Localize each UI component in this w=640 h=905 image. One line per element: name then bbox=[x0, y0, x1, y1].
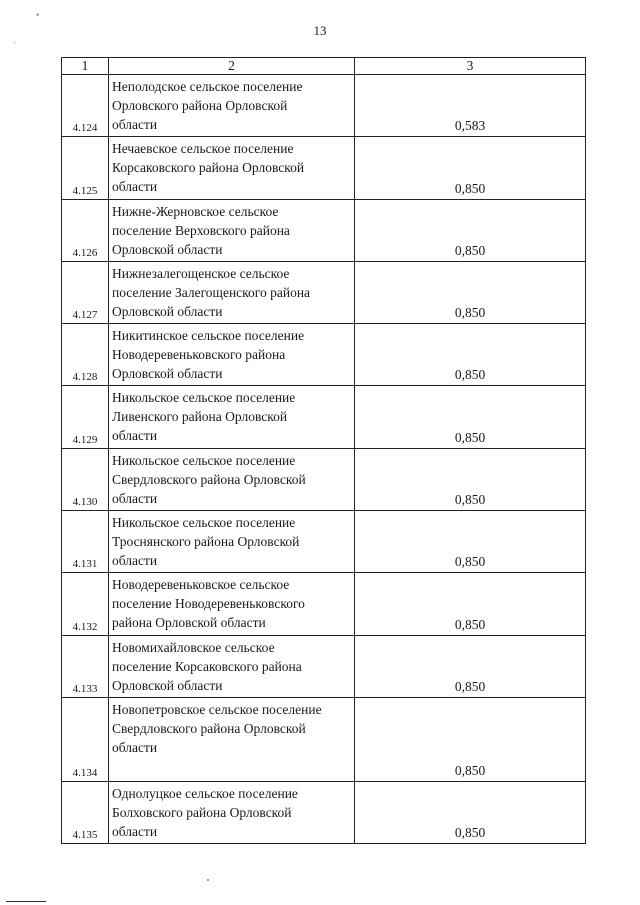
scan-speck bbox=[207, 879, 209, 881]
coefficient-value: 0,850 bbox=[355, 573, 586, 635]
table-row bbox=[62, 448, 586, 510]
table-row bbox=[62, 697, 586, 781]
coefficient-value: 0,850 bbox=[355, 781, 586, 843]
coefficient-value: 0,850 bbox=[355, 137, 586, 199]
table-row bbox=[62, 573, 586, 635]
settlement-name: Нижнезалегощенское сельское поселение Залегощенского района Орловской области bbox=[109, 261, 355, 323]
table-row bbox=[62, 635, 586, 697]
coefficient-value: 0,850 bbox=[355, 697, 586, 781]
header-col-3: 3 bbox=[355, 58, 586, 75]
row-number: 4.128 bbox=[62, 324, 109, 386]
table-header-row bbox=[62, 58, 586, 75]
settlement-name: Новодеревеньковское сельское поселение Новодеревеньковского района Орловской области bbox=[109, 573, 355, 635]
settlement-name: Нижне-Жерновское сельское поселение Верховского района Орловской области bbox=[109, 199, 355, 261]
margin-mark-tick: ' bbox=[14, 40, 16, 50]
footnote-rule bbox=[6, 901, 46, 902]
table-row bbox=[62, 511, 586, 573]
settlement-name: Однолуцкое сельское поселение Болховского района Орловской области bbox=[109, 781, 355, 843]
coefficient-value: 0,850 bbox=[355, 324, 586, 386]
table-row bbox=[62, 781, 586, 843]
row-number: 4.125 bbox=[62, 137, 109, 199]
row-number: 4.130 bbox=[62, 448, 109, 510]
settlement-name: Никольское сельское поселение Ливенского района Орловской области bbox=[109, 386, 355, 448]
row-number: 4.132 bbox=[62, 573, 109, 635]
table-row bbox=[62, 75, 586, 137]
table-row bbox=[62, 386, 586, 448]
table-row bbox=[62, 199, 586, 261]
settlement-name: Неполодское сельское поселение Орловского района Орловской области bbox=[109, 75, 355, 137]
coefficient-value: 0,850 bbox=[355, 199, 586, 261]
settlement-name: Никитинское сельское поселение Новодеревеньковского района Орловской области bbox=[109, 324, 355, 386]
page-number: 13 bbox=[313, 23, 327, 38]
row-number: 4.135 bbox=[62, 781, 109, 843]
coefficient-value: 0,850 bbox=[355, 261, 586, 323]
margin-mark-dot: • bbox=[36, 10, 40, 20]
row-number: 4.133 bbox=[62, 635, 109, 697]
settlement-name: Никольское сельское поселение Троснянского района Орловской области bbox=[109, 511, 355, 573]
coefficient-value: 0,850 bbox=[355, 511, 586, 573]
row-number: 4.134 bbox=[62, 697, 109, 781]
coefficient-value: 0,850 bbox=[355, 448, 586, 510]
coefficient-value: 0,850 bbox=[355, 386, 586, 448]
settlement-name: Никольское сельское поселение Свердловского района Орловской области bbox=[109, 448, 355, 510]
row-number: 4.124 bbox=[62, 75, 109, 137]
header-col-1: 1 bbox=[62, 58, 109, 75]
header-col-2: 2 bbox=[109, 58, 355, 75]
table-row bbox=[62, 137, 586, 199]
coefficient-value: 0,583 bbox=[355, 75, 586, 137]
settlement-name: Нечаевское сельское поселение Корсаковского района Орловской области bbox=[109, 137, 355, 199]
row-number: 4.129 bbox=[62, 386, 109, 448]
row-number: 4.127 bbox=[62, 261, 109, 323]
row-number: 4.126 bbox=[62, 199, 109, 261]
settlement-name: Новомихайловское сельское поселение Корсаковского района Орловской области bbox=[109, 635, 355, 697]
table-row bbox=[62, 324, 586, 386]
coefficient-value: 0,850 bbox=[355, 635, 586, 697]
settlement-name: Новопетровское сельское поселение Свердловского района Орловской области bbox=[109, 697, 355, 781]
row-number: 4.131 bbox=[62, 511, 109, 573]
coefficients-table bbox=[61, 57, 585, 844]
table-row bbox=[62, 261, 586, 323]
